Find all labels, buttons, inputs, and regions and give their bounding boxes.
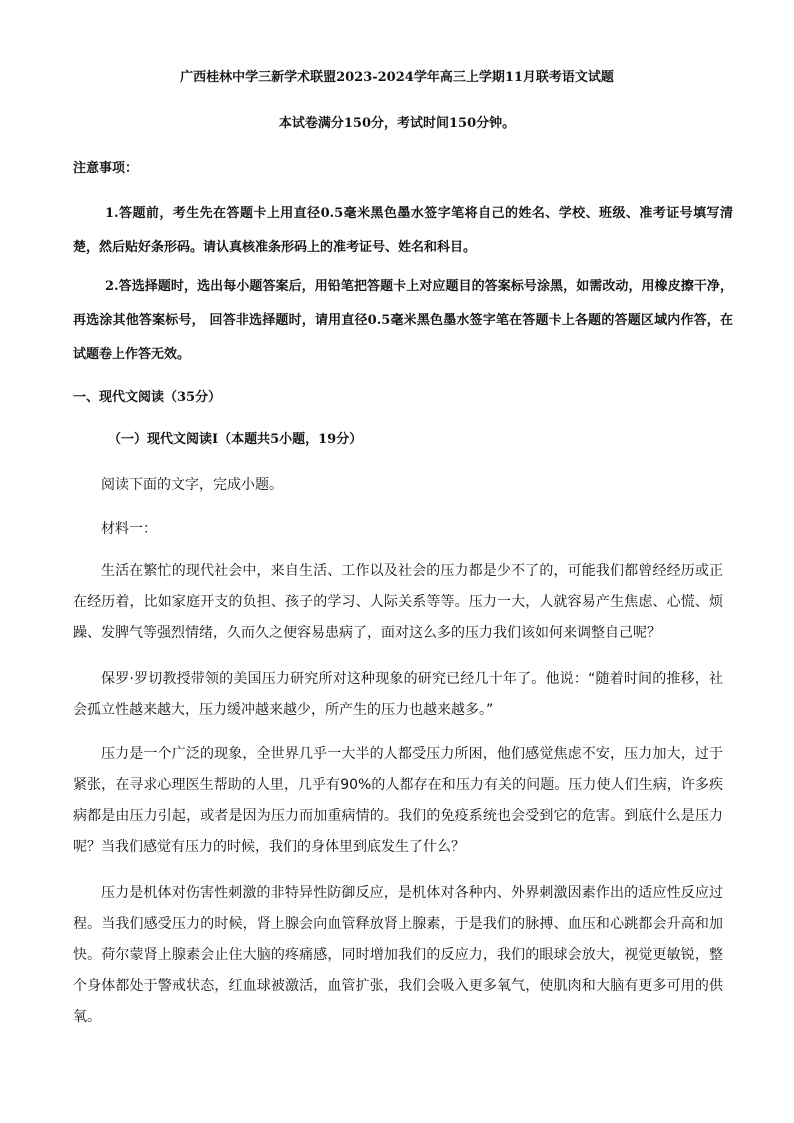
notice-heading: 注意事项：: [73, 161, 139, 176]
material-paragraph-2: 保罗·罗切教授带领的美国压力研究所对这种现象的研究已经几十年了。他说：“随着时间的推移，社会孤立性越来越大，压力缓冲越来越少，所产生的压力也越来越多。”: [73, 671, 723, 718]
material-paragraph-4: 压力是机体对伤害性刺激的非特异性防御反应，是机体对各种内、外界刺激因素作出的适应性反应过程。当我们感受压力的时候，肾上腺会向血管释放肾上腺素，于是我们的脉搏、血压和心跳都会升高和加快。荷尔蒙肾上腺素会止住大脑的疼痛感，同时增加我们的反应力，我们的眼球会放大，视觉更敏锐，整个身体都处于警戒状态，红血球被激活，血管扩张，我们会吸入更多氧气，使肌肉和大脑有更多可用的供氧。: [73, 885, 723, 1025]
exam-title: 广西桂林中学三新学术联盟2023-2024学年高三上学期11月联考语文试题: [180, 70, 614, 85]
section-heading: 一、现代文阅读（35分）: [73, 390, 222, 405]
exam-subtitle: 本试卷满分150分，考试时间150分钟。: [278, 116, 516, 131]
reading-instruction: 阅读下面的文字，完成小题。: [101, 477, 283, 493]
notice-item-1: 1.答题前，考生先在答题卡上用直径0.5毫米黑色墨水签字笔将自己的姓名、学校、班级、准考证号填写清楚，然后贴好条形码。请认真核准条形码上的准考证号、姓名和科目。: [73, 206, 733, 255]
material-paragraph-1: 生活在繁忙的现代社会中，来自生活、工作以及社会的压力都是少不了的，可能我们都曾经经历或正在经历着，比如家庭开支的负担、孩子的学习、人际关系等等。压力一大，人就容易产生焦虑、心慌、烦躁、发脾气等强烈情绪，久而久之便容易患病了，面对这么多的压力我们该如何来调整自己呢？: [73, 563, 723, 641]
subsection-heading: （一）现代文阅读Ⅰ（本题共5小题，19分）: [108, 432, 363, 447]
notice-item-2: 2.答选择题时，选出每小题答案后，用铅笔把答题卡上对应题目的答案标号涂黑，如需改动，用橡皮擦干净，再选涂其他答案标号， 回答非选择题时，请用直径0.5毫米黑色墨水签字笔在答题卡上各题的答题区域内作答，在试题卷上作答无效。: [73, 279, 733, 362]
material-paragraph-3: 压力是一个广泛的现象，全世界几乎一大半的人都受压力所困，他们感觉焦虑不安，压力加大，过于紧张，在寻求心理医生帮助的人里，几乎有90%的人都存在和压力有关的问题。压力使人们生病，许多疾病都是由压力引起，或者是因为压力而加重病情的。我们的免疫系统也会受到它的危害。到底什么是压力呢？当我们感觉有压力的时候，我们的身体里到底发生了什么？: [73, 746, 723, 855]
material-label: 材料一：: [101, 521, 157, 537]
